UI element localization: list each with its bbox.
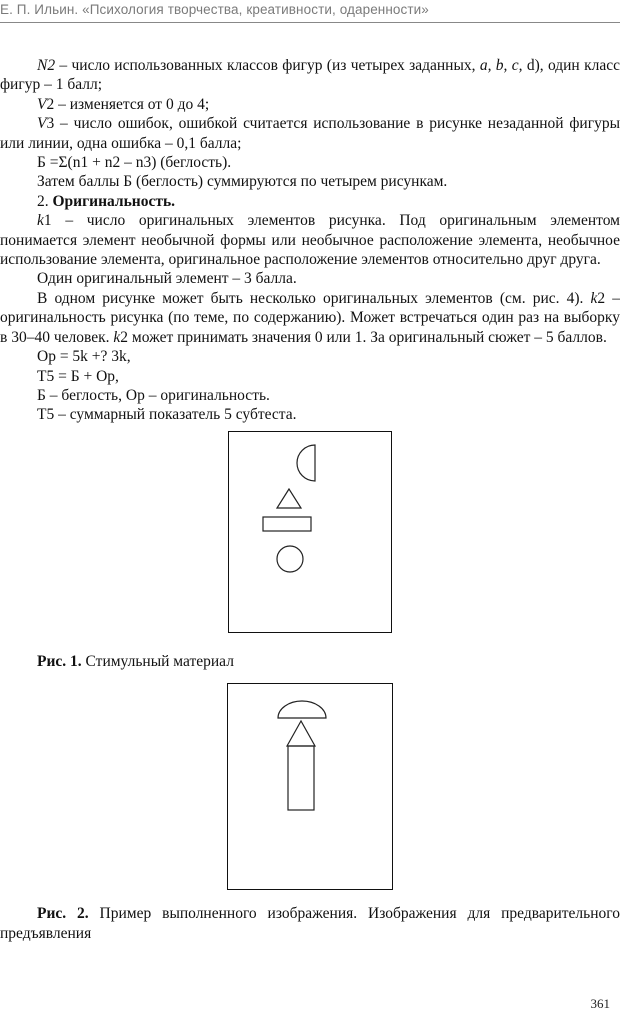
figure-2-label: Рис. 2. <box>37 905 89 922</box>
p9-part: 2 может принимать значения 0 или 1. За оригинальный сюжет – 5 баллов. <box>120 328 607 346</box>
running-header: Е. П. Ильин. «Психология творчества, креативности, одаренности» <box>0 2 429 17</box>
body-text <box>0 56 620 425</box>
page-number: 361 <box>590 996 610 1011</box>
figure-2-caption <box>0 904 620 944</box>
triangle-shape <box>287 721 315 746</box>
paragraph-one-element: Один оригинальный элемент – 3 балла. <box>37 270 297 288</box>
paragraph-v3 <box>0 114 620 153</box>
paragraph-k1 <box>0 211 620 269</box>
figure-1-drawing <box>229 432 391 632</box>
p2-part: 2 – изменяется от 0 до 4; <box>46 95 210 113</box>
section-number: 2. <box>37 192 53 210</box>
rectangle-shape <box>288 746 314 810</box>
p1-part: – число использованных классов фигур (из четырех заданных, <box>55 57 480 74</box>
v-symbol: V <box>37 95 47 113</box>
n2-symbol: N2 <box>37 57 56 74</box>
k-symbol: k <box>590 289 598 307</box>
p1-part: d), один класс фигур – 1 балл; <box>0 57 620 94</box>
class-letters: a, b, c, <box>479 57 523 74</box>
p3-part: 3 – число ошибок, ошибкой считается использование в рисунке незаданной фигуры или линии, одна ошибка – 0,1 балла; <box>0 115 620 152</box>
legend-line: Б – беглость, Ор – оригинальность. <box>37 386 270 404</box>
paragraph-sum: Затем баллы Б (беглость) суммируются по четырем рисункам. <box>37 173 448 191</box>
figure-2-frame <box>227 683 393 890</box>
p9-part: В одном рисунке может быть несколько оригинальных элементов (см. рис. 4). <box>37 289 591 307</box>
figure-2-caption-text: Пример выполненного изображения. Изображения для предварительного предъявления <box>0 905 620 942</box>
k-symbol: k <box>113 328 121 346</box>
p9-part: 2 – оригинальность рисунка (по теме, по содержанию). Может встречаться один раз на выборку в 30–40 человек. <box>0 289 620 346</box>
v-symbol: V <box>37 115 47 133</box>
section-heading <box>0 192 620 211</box>
figure-1-frame <box>228 431 392 633</box>
t5-description: Т5 – суммарный показатель 5 субтеста. <box>37 406 297 424</box>
paragraph-v2 <box>0 95 620 114</box>
paragraph-k2 <box>0 289 620 347</box>
k-symbol: k <box>37 212 44 230</box>
figure-2-drawing <box>228 684 392 889</box>
formula-originality: Ор = 5k +? 3k, <box>37 348 131 366</box>
formula-fluency: Б =Σ(n1 + n2 – n3) (беглость). <box>37 154 232 172</box>
triangle-shape <box>277 489 301 508</box>
section-title: Оригинальность. <box>52 192 176 210</box>
half-circle-shape <box>297 445 315 481</box>
header-rule <box>0 22 620 23</box>
figure-1-caption-text: Стимульный материал <box>81 653 234 670</box>
dome-shape <box>278 701 326 718</box>
circle-shape <box>277 546 303 572</box>
p7-part: 1 – число оригинальных элементов рисунка. Под оригинальным элементом понимается элемент необычной формы или необычное расположение элемента, необычное использование элемента, оригинальное расположение элементов относительно друг друга. <box>0 212 620 269</box>
rectangle-shape <box>263 517 311 531</box>
formula-t5: Т5 = Б + Ор, <box>37 367 119 385</box>
figure-1-caption <box>37 652 617 672</box>
figure-1-label: Рис. 1. <box>37 653 82 670</box>
paragraph-n2 <box>0 56 620 95</box>
